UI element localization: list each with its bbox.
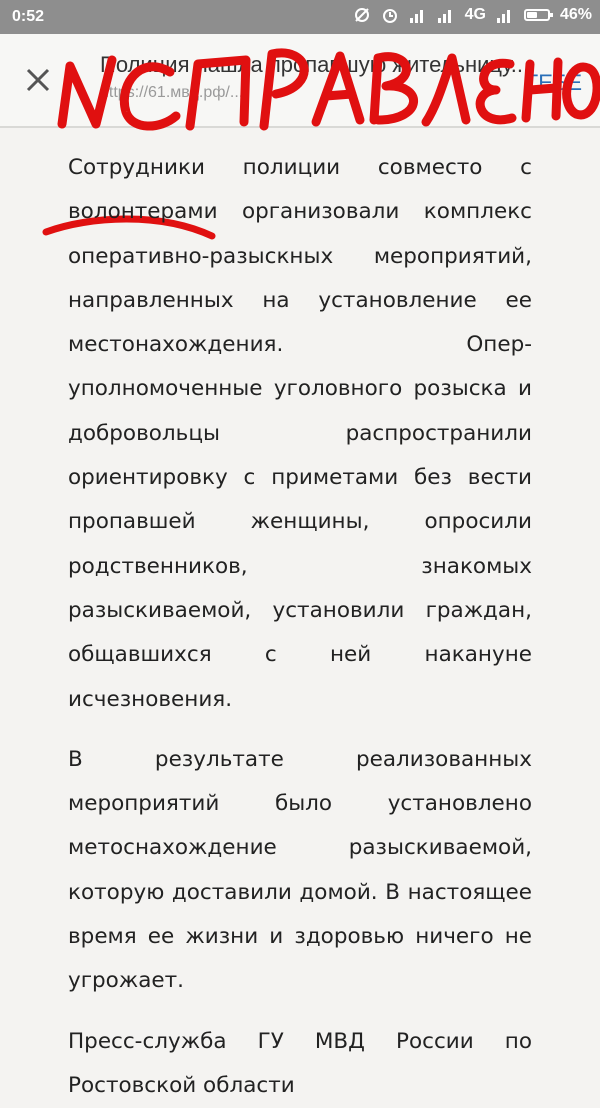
header-action-button[interactable]: ТЕБЕ — [524, 70, 582, 95]
network-type: 4G — [464, 6, 486, 23]
signal-icon — [409, 6, 427, 24]
article-paragraph-2: В результате реализованных мероприятий было установлено метоснахождение разыскиваемой, которую доставили домой. В настоящее время ее жизни и здоровью ничего не угрожает. — [68, 746, 532, 994]
article-body — [68, 146, 532, 1108]
page-title: Полиция нашла пропавшую жительницу... — [100, 52, 530, 77]
alarm-icon — [381, 6, 399, 24]
article-paragraph-3: Пресс-служба ГУ МВД России по Ростовской области — [68, 1028, 532, 1098]
signal-icon-2 — [437, 6, 455, 24]
battery-percent: 46% — [559, 6, 592, 23]
page-url[interactable]: https://61.мвд.рф/... — [100, 84, 244, 101]
signal-icon-3 — [496, 6, 514, 24]
browser-header — [0, 34, 600, 128]
battery-icon — [524, 9, 550, 21]
article-paragraph-1: Сотрудники полиции совместо с волонтерами организовали комплекс оперативно-разыскных мероприятий, направленных на установление ее местонахождения. Оперуполномоченные уголовного розыска и добровольцы распространили ориентировку с приметами без вести пропавшей женщины, опросили родственников, знакомых разыскиваемой, установили граждан, общавшихся с ней накануне исчезновения. — [68, 155, 532, 712]
page-info — [100, 52, 530, 102]
status-bar — [0, 0, 600, 34]
close-icon[interactable] — [20, 62, 56, 98]
status-icons — [353, 6, 592, 24]
sync-icon — [353, 6, 371, 24]
status-time: 0:52 — [12, 8, 45, 25]
